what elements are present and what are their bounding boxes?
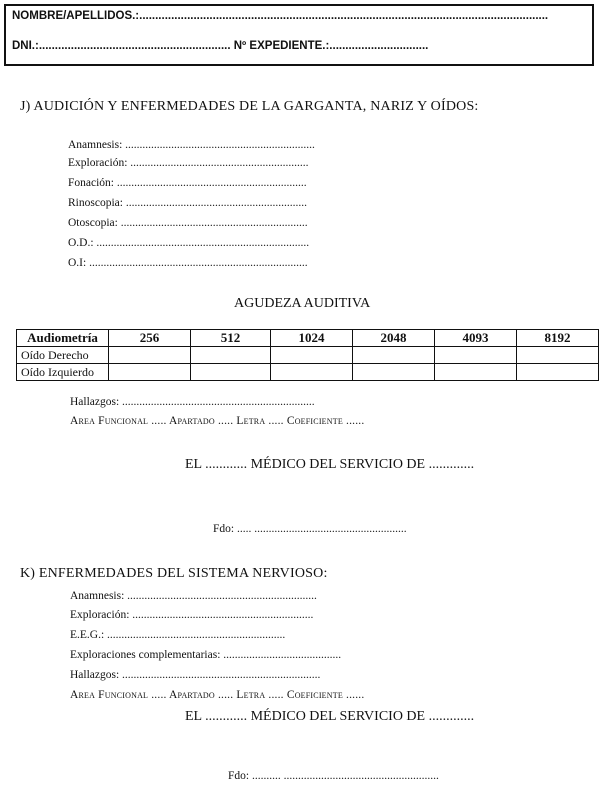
k-medico-servicio-line[interactable]: EL ............ MÉDICO DEL SERVICIO DE ............. (185, 709, 475, 724)
j-rinoscopia-field[interactable]: Rinoscopia: ............................................................... (68, 197, 307, 209)
j-otoscopia-field[interactable]: Otoscopia: ................................................................. (68, 217, 308, 229)
j-exploracion-field[interactable]: Exploración: .............................................................. (68, 157, 309, 169)
table-cell[interactable] (271, 364, 353, 381)
k-area-funcional-line[interactable]: Area Funcional ..... Apartado ..... Letra ..... Coeficiente ...... (70, 689, 365, 701)
table-cell[interactable] (517, 347, 599, 364)
table-row (17, 364, 599, 381)
k-exploraciones-complementarias-field[interactable]: Exploraciones complementarias: ......................................... (70, 649, 342, 661)
table-cell[interactable] (435, 364, 517, 381)
table-header: 4093 (435, 330, 517, 347)
j-firma-line[interactable]: Fdo: ..... ..................................................... (213, 523, 407, 535)
table-cell[interactable] (191, 347, 271, 364)
agudeza-auditiva-title: AGUDEZA AUDITIVA (234, 296, 371, 311)
k-firma-line[interactable]: Fdo: .......... ...................................................... (228, 770, 439, 782)
audiometry-table (16, 329, 599, 381)
j-hallazgos-field[interactable]: Hallazgos: ................................................................... (70, 396, 315, 408)
table-cell[interactable] (517, 364, 599, 381)
j-fonacion-field[interactable]: Fonación: .................................................................. (68, 177, 307, 189)
j-anamnesis-field[interactable]: Anamnesis: .................................................................. (68, 139, 315, 151)
name-field[interactable]: NOMBRE/APELLIDOS.:................................................................................................................................ (12, 10, 549, 22)
table-header: 2048 (353, 330, 435, 347)
j-od-field[interactable]: O.D.: .......................................................................... (68, 237, 310, 249)
table-header: 512 (191, 330, 271, 347)
j-medico-servicio-line[interactable]: EL ............ MÉDICO DEL SERVICIO DE ............. (185, 457, 475, 472)
k-exploracion-field[interactable]: Exploración: ............................................................... (70, 609, 314, 621)
row-label-oido-izquierdo: Oído Izquierdo (17, 364, 109, 381)
row-label-oido-derecho: Oído Derecho (17, 347, 109, 364)
section-j-title: J) AUDICIÓN Y ENFERMEDADES DE LA GARGANTA, NARIZ Y OÍDOS: (20, 99, 479, 114)
table-cell[interactable] (271, 347, 353, 364)
table-cell[interactable] (191, 364, 271, 381)
table-header: 256 (109, 330, 191, 347)
table-cell[interactable] (353, 364, 435, 381)
j-area-funcional-line[interactable]: Area Funcional ..... Apartado ..... Letra ..... Coeficiente ...... (70, 415, 365, 427)
table-header: 8192 (517, 330, 599, 347)
k-hallazgos-field[interactable]: Hallazgos: ..................................................................... (70, 669, 321, 681)
audiometry-header-row (17, 330, 599, 347)
table-row (17, 347, 599, 364)
table-cell[interactable] (109, 347, 191, 364)
j-oi-field[interactable]: O.I: ............................................................................ (68, 257, 308, 269)
table-header: Audiometría (17, 330, 109, 347)
table-cell[interactable] (109, 364, 191, 381)
table-header: 1024 (271, 330, 353, 347)
section-k-title: K) ENFERMEDADES DEL SISTEMA NERVIOSO: (20, 566, 328, 581)
table-cell[interactable] (435, 347, 517, 364)
dni-expediente-field[interactable]: DNI.:............................................................ Nº EXPEDIENTE.:............................... (12, 40, 429, 52)
k-eeg-field[interactable]: E.E.G.: .............................................................. (70, 629, 286, 641)
k-anamnesis-field[interactable]: Anamnesis: .................................................................. (70, 590, 317, 602)
table-cell[interactable] (353, 347, 435, 364)
